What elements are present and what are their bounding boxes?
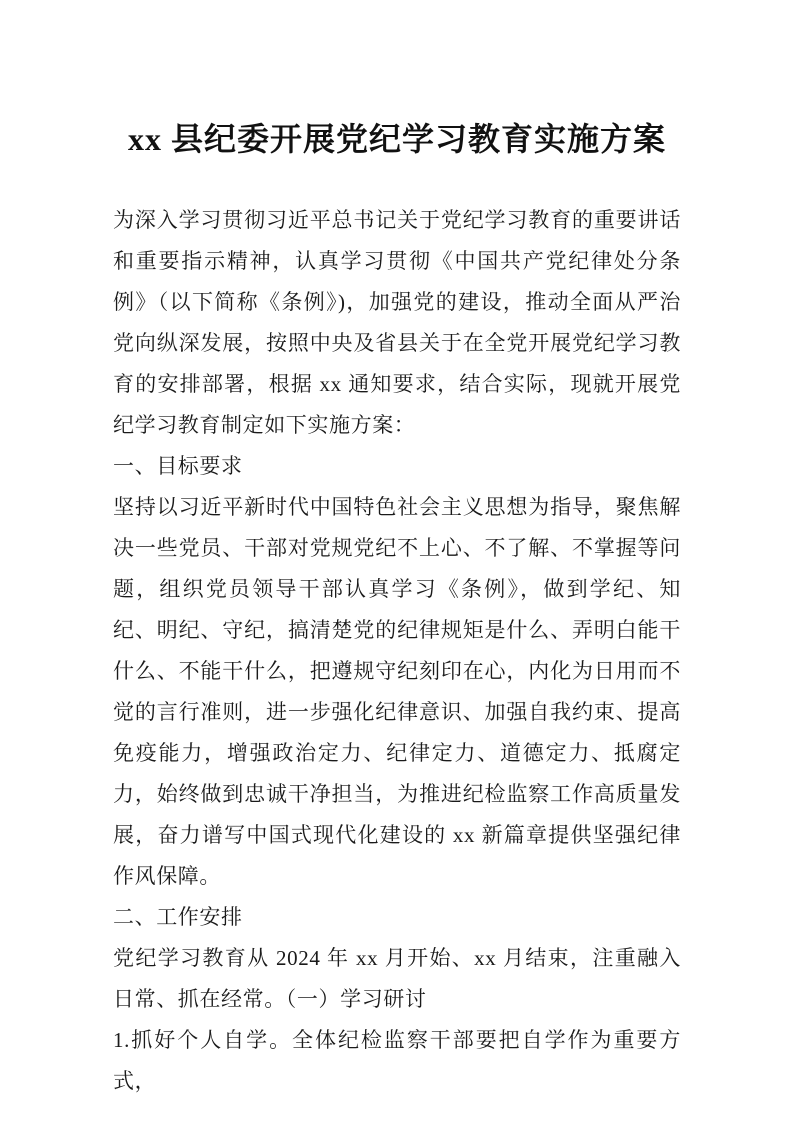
document-body xyxy=(113,200,681,1102)
paragraph-intro: 为深入学习贯彻习近平总书记关于党纪学习教育的重要讲话和重要指示精神，认真学习贯彻《中国共产党纪律处分条例》（以下简称《条例》)，加强党的建设，推动全面从严治党向纵深发展，按照中央及省县关于在全党开展党纪学习教育的安排部署，根据 xx 通知要求，结合实际，现就开展党纪学习教育制定如下实施方案： xyxy=(113,208,681,437)
paragraph-schedule: 党纪学习教育从 2024 年 xx 月开始、xx 月结束，注重融入日常、抓在经常。（一）学习研讨 xyxy=(113,946,681,1011)
section-heading-goals: 一、目标要求 xyxy=(113,454,243,478)
document-title: xx 县纪委开展党纪学习教育实施方案 xyxy=(127,121,666,157)
paragraph-goals: 坚持以习近平新时代中国特色社会主义思想为指导，聚焦解决一些党员、干部对党规党纪不上心、不了解、不掌握等问题，组织党员领导干部认真学习《条例》，做到学纪、知纪、明纪、守纪，搞清楚党的纪律规矩是什么、弄明白能干什么、不能干什么，把遵规守纪刻印在心，内化为日用而不觉的言行准则，进一步强化纪律意识、加强自我约束、提高免疫能力，增强政治定力、纪律定力、道德定力、抵腐定力，始终做到忠诚干净担当，为推进纪检监察工作高质量发展，奋力谱写中国式现代化建设的 xx 新篇章提供坚强纪律作风保障。 xyxy=(113,495,681,888)
paragraph-self-study: 1.抓好个人自学。全体纪检监察干部要把自学作为重要方式， xyxy=(113,1028,681,1093)
section-heading-work-arrangement: 二、工作安排 xyxy=(113,905,243,929)
